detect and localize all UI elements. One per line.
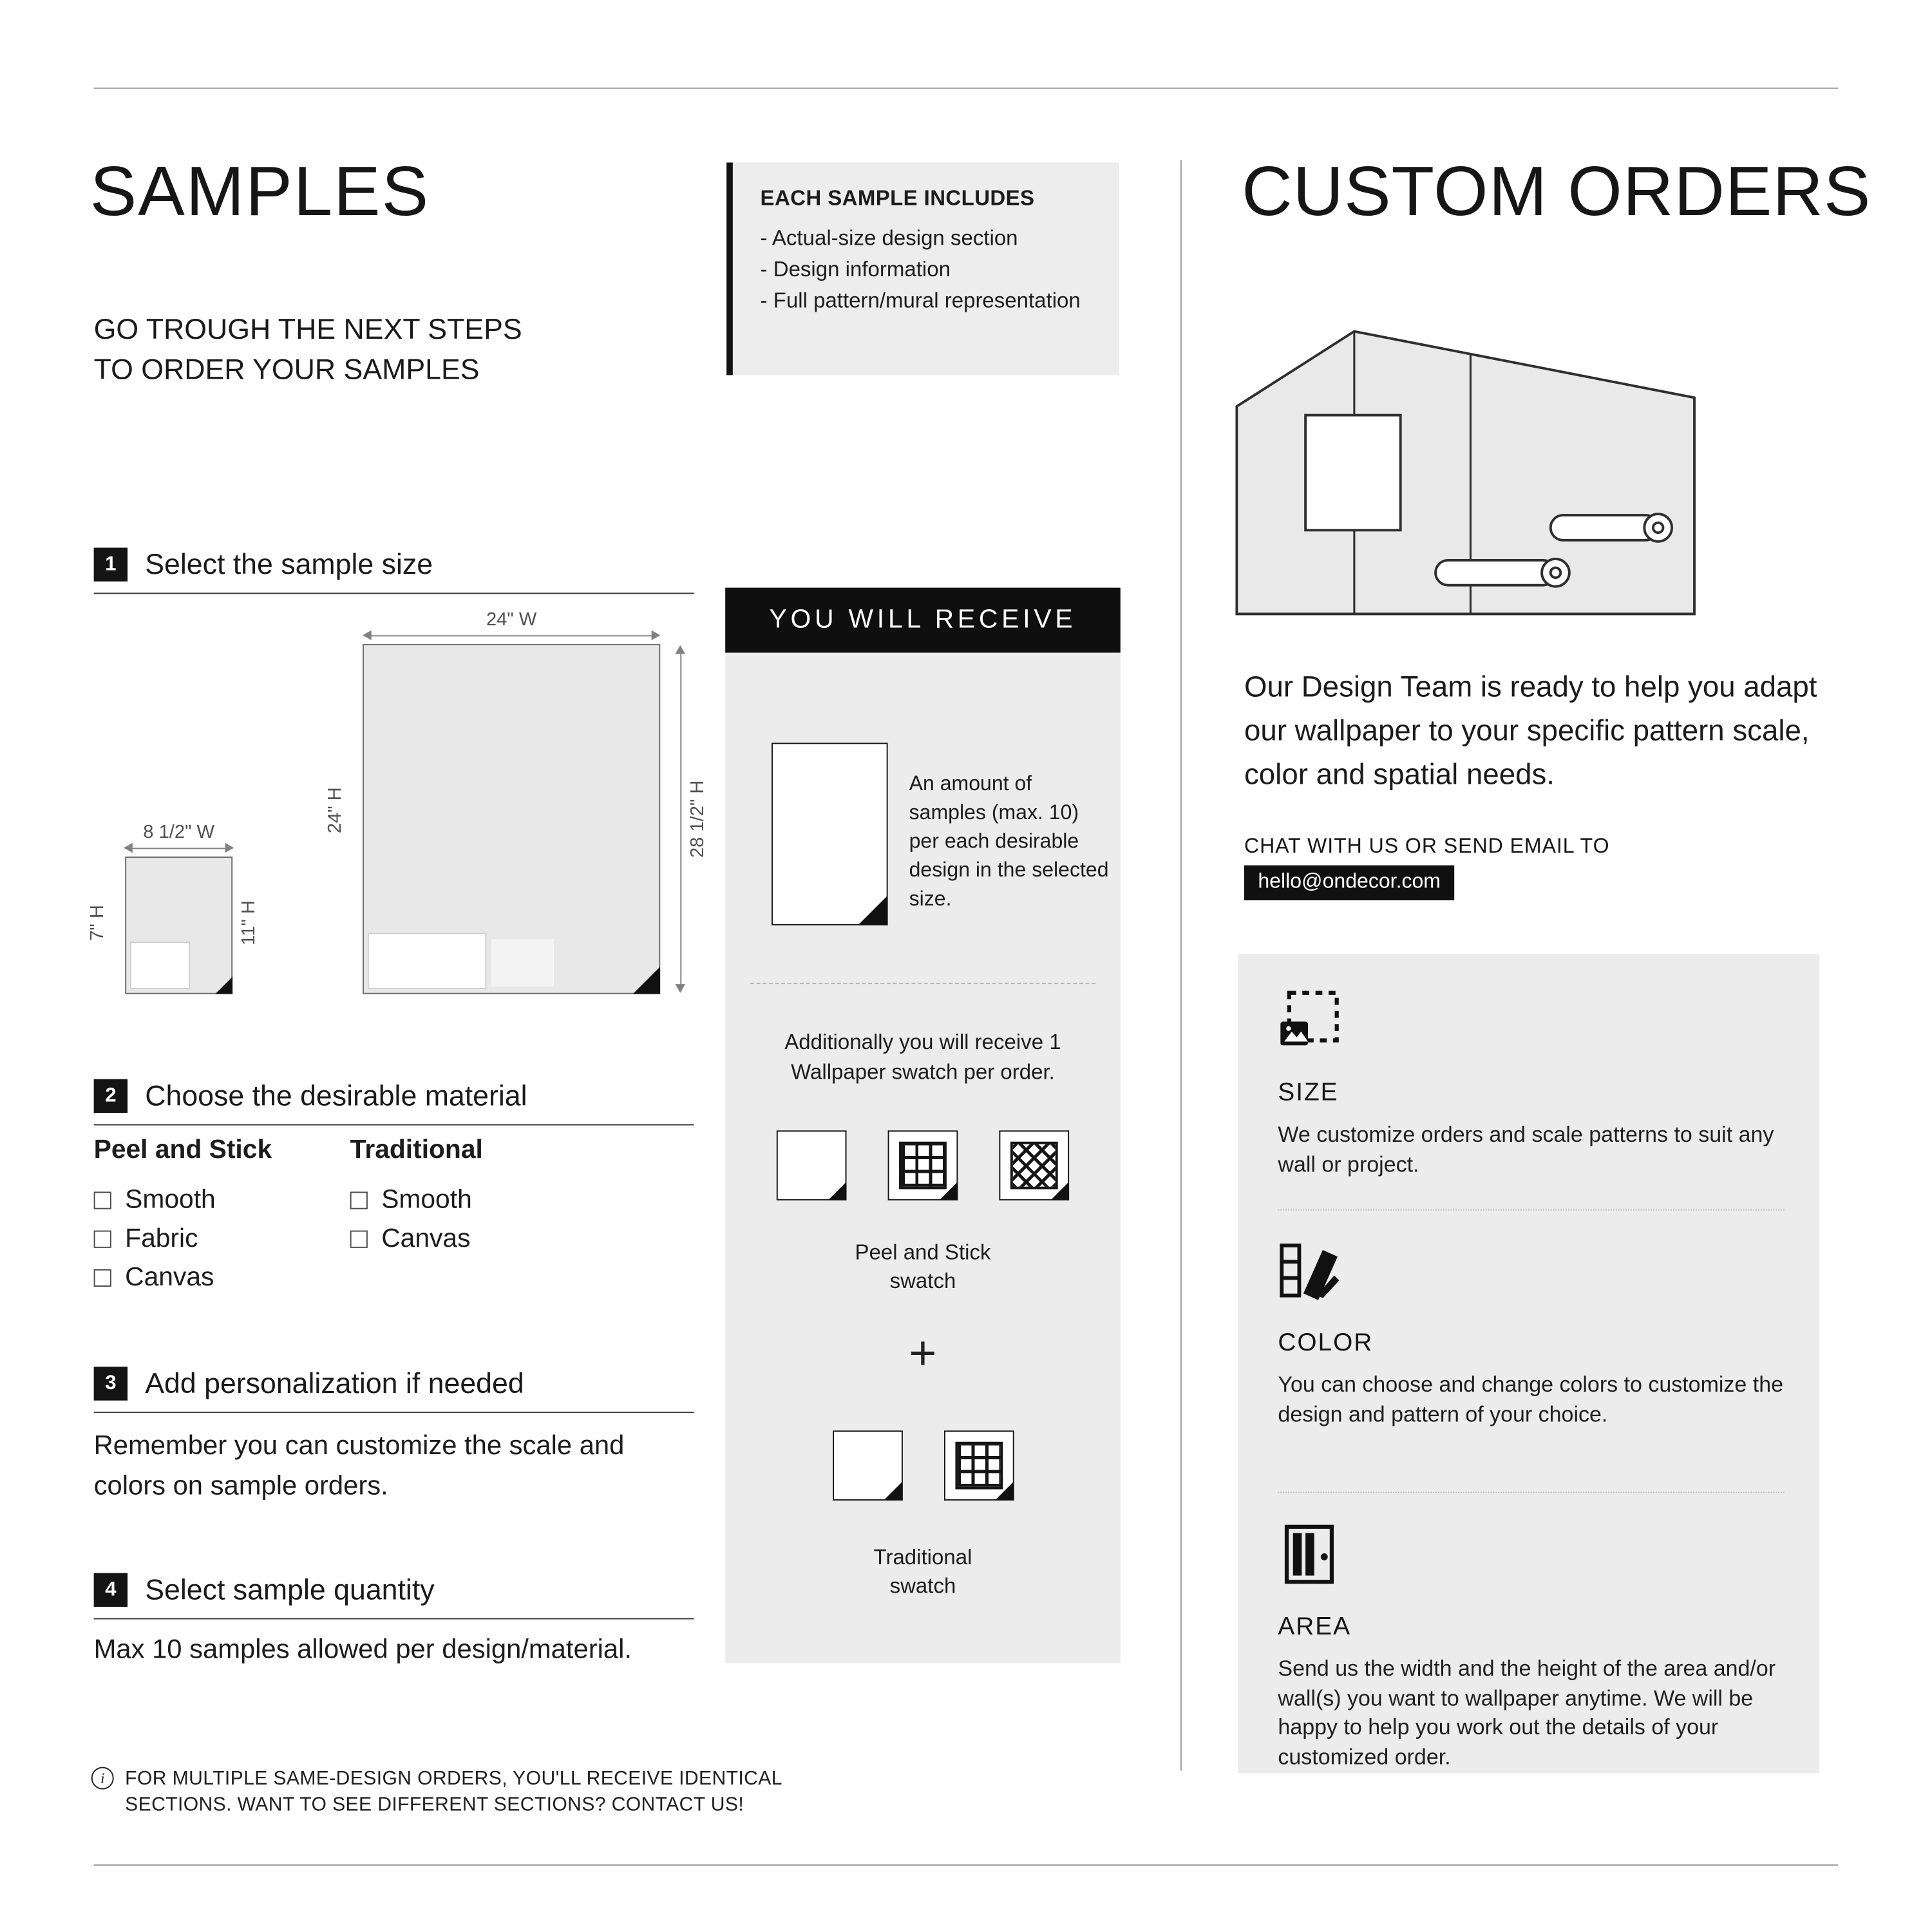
sample-size-small <box>125 857 232 994</box>
plus-icon: + <box>909 1328 937 1381</box>
grid-pattern <box>899 1142 947 1189</box>
sample-page-icon <box>772 743 888 925</box>
folded-corner-icon <box>858 895 888 925</box>
checkbox-trad-smooth[interactable] <box>350 1191 368 1208</box>
folded-corner-icon <box>884 1482 902 1501</box>
feature-area-text: Send us the width and the height of the area and/or wall(s) you want to wallpaper anytime. We will be happy to help you work out the details of your customized order. <box>1278 1655 1776 1769</box>
includes-title: EACH SAMPLE INCLUDES <box>760 186 1035 211</box>
footnote-text <box>125 1766 782 1819</box>
color-swatches-icon <box>1278 1239 1340 1302</box>
you-will-receive-banner: YOU WILL RECEIVE <box>725 588 1121 653</box>
checkbox-peel-canvas[interactable] <box>94 1269 111 1286</box>
folded-corner-icon <box>215 976 232 994</box>
step-4-label: Select sample quantity <box>145 1573 435 1606</box>
you-will-receive-panel <box>725 653 1121 1663</box>
area-door-icon <box>1278 1523 1340 1586</box>
dimension-label-small-width: 8 1/2" W <box>143 821 215 843</box>
option-label: Smooth <box>381 1184 472 1214</box>
dimension-label-large-width: 24" W <box>486 609 537 630</box>
feature-size-text: We customize orders and scale patterns to suit any wall or project. <box>1278 1121 1774 1177</box>
traditional-swatch-row <box>725 1430 1121 1501</box>
dimension-label-large-left-height: 24" H <box>324 787 346 834</box>
plain-swatch-icon <box>777 1130 847 1200</box>
step-1-header <box>94 547 694 594</box>
step-3-description: Remember you can customize the scale and colors on sample orders. <box>93 1430 625 1501</box>
dotted-divider <box>1278 1492 1784 1493</box>
option-peel-smooth <box>94 1180 272 1219</box>
email-badge[interactable]: hello@ondecor.com <box>1244 866 1454 900</box>
feature-size-heading: SIZE <box>1278 1079 1339 1107</box>
feature-color-text: You can choose and change colors to customize the design and pattern of your choice. <box>1278 1372 1784 1426</box>
material-title-peel-and-stick: Peel and Stick <box>93 1135 272 1164</box>
step-3-header <box>94 1367 694 1413</box>
feature-area <box>1278 1523 1784 1772</box>
material-column-peel-and-stick <box>94 1135 272 1296</box>
option-label: Smooth <box>125 1184 216 1214</box>
step-4-number: 4 <box>94 1573 128 1607</box>
dotted-divider <box>1278 1209 1784 1211</box>
dimension-line-large-width <box>364 635 659 636</box>
option-trad-smooth <box>350 1180 483 1219</box>
footnote-line-2: SECTIONS. WANT TO SEE DIFFERENT SECTIONS? CONTACT US! <box>125 1794 744 1816</box>
size-icon <box>1278 989 1340 1052</box>
includes-list <box>761 223 1102 317</box>
dimension-label-small-right-height: 11" H <box>238 900 260 945</box>
label-line-2: swatch <box>889 1574 956 1598</box>
feature-color <box>1278 1239 1784 1429</box>
samples-title: SAMPLES <box>90 151 430 231</box>
includes-item-3: - Full pattern/mural representation <box>761 285 1102 317</box>
step-4-header <box>94 1573 694 1620</box>
custom-orders-intro: Our Design Team is ready to help you adapt our wallpaper to your specific pattern scale, color and spatial needs. <box>1244 670 1817 791</box>
contact-label: CHAT WITH US OR SEND EMAIL TO <box>1244 835 1610 858</box>
samples-amount-text: An amount of samples (max. 10) per each desirable design in the selected size. <box>909 772 1109 911</box>
custom-orders-title: CUSTOM ORDERS <box>1242 151 1871 231</box>
label-line-1: Traditional <box>873 1545 972 1569</box>
option-peel-fabric <box>94 1219 272 1258</box>
feature-color-heading: COLOR <box>1278 1329 1374 1357</box>
traditional-swatch-label <box>725 1543 1121 1600</box>
folded-corner-icon <box>828 1182 846 1200</box>
grid-swatch-icon <box>943 1430 1014 1501</box>
material-title-traditional: Traditional <box>350 1135 483 1164</box>
label-line-2: swatch <box>889 1269 956 1293</box>
checkbox-peel-fabric[interactable] <box>94 1230 111 1247</box>
top-divider <box>94 88 1839 89</box>
footnote <box>91 1766 917 1819</box>
includes-item-2: - Design information <box>761 254 1102 285</box>
option-label: Canvas <box>125 1262 214 1291</box>
bottom-divider <box>94 1864 1839 1866</box>
custom-orders-panel <box>1238 954 1819 1774</box>
step-2-header <box>94 1079 694 1126</box>
option-trad-canvas <box>350 1219 483 1258</box>
includes-item-1: - Actual-size design section <box>761 223 1102 254</box>
dashed-divider <box>750 983 1095 984</box>
intro-line-1: GO TROUGH THE NEXT STEPS <box>93 312 522 345</box>
material-column-traditional <box>350 1135 483 1258</box>
checkbox-trad-canvas[interactable] <box>350 1230 368 1247</box>
grid-pattern <box>954 1442 1002 1490</box>
feature-area-heading: AREA <box>1278 1613 1351 1641</box>
sample-inset-white <box>368 933 486 989</box>
wallpaper-wall-illustration <box>1235 328 1698 621</box>
step-3-label: Add personalization if needed <box>145 1367 524 1399</box>
option-label: Fabric <box>125 1223 198 1253</box>
crosshatch-swatch-icon <box>999 1130 1069 1200</box>
step-2-label: Choose the desirable material <box>145 1079 527 1112</box>
additional-swatch-text: Additionally you will receive 1 Wallpaper swatch per order. <box>784 1030 1061 1084</box>
intro-line-2: TO ORDER YOUR SAMPLES <box>93 352 480 386</box>
sample-inset-white <box>130 942 190 989</box>
label-line-1: Peel and Stick <box>855 1240 991 1265</box>
dimension-line-small-width <box>125 848 232 849</box>
crosshatch-pattern <box>1010 1142 1058 1189</box>
sample-size-large <box>363 644 660 994</box>
step-1-number: 1 <box>94 547 128 581</box>
step-4-description: Max 10 samples allowed per design/material. <box>93 1634 632 1665</box>
folded-corner-icon <box>633 967 661 994</box>
dimension-label-small-left-height: 7" H <box>86 905 108 941</box>
dimension-label-large-right-height: 28 1/2" H <box>687 780 708 858</box>
plain-swatch-icon <box>832 1430 902 1501</box>
sample-inset-light <box>491 939 554 987</box>
column-divider <box>1180 160 1182 1771</box>
dimension-line-large-height <box>680 647 681 992</box>
option-label: Canvas <box>381 1223 471 1253</box>
option-peel-canvas <box>94 1258 272 1296</box>
grid-swatch-icon <box>888 1130 958 1200</box>
samples-intro <box>94 309 522 389</box>
feature-size <box>1278 989 1784 1179</box>
step-2-number: 2 <box>94 1079 128 1113</box>
peel-and-stick-swatch-row <box>725 1130 1121 1200</box>
step-3-number: 3 <box>94 1367 128 1400</box>
footnote-line-1: FOR MULTIPLE SAME-DESIGN ORDERS, YOU'LL RECEIVE IDENTICAL <box>125 1768 782 1790</box>
step-1-label: Select the sample size <box>145 547 433 580</box>
peel-and-stick-swatch-label <box>725 1238 1121 1295</box>
info-icon <box>91 1767 114 1790</box>
each-sample-includes-box <box>726 162 1119 375</box>
checkbox-peel-smooth[interactable] <box>94 1191 111 1208</box>
